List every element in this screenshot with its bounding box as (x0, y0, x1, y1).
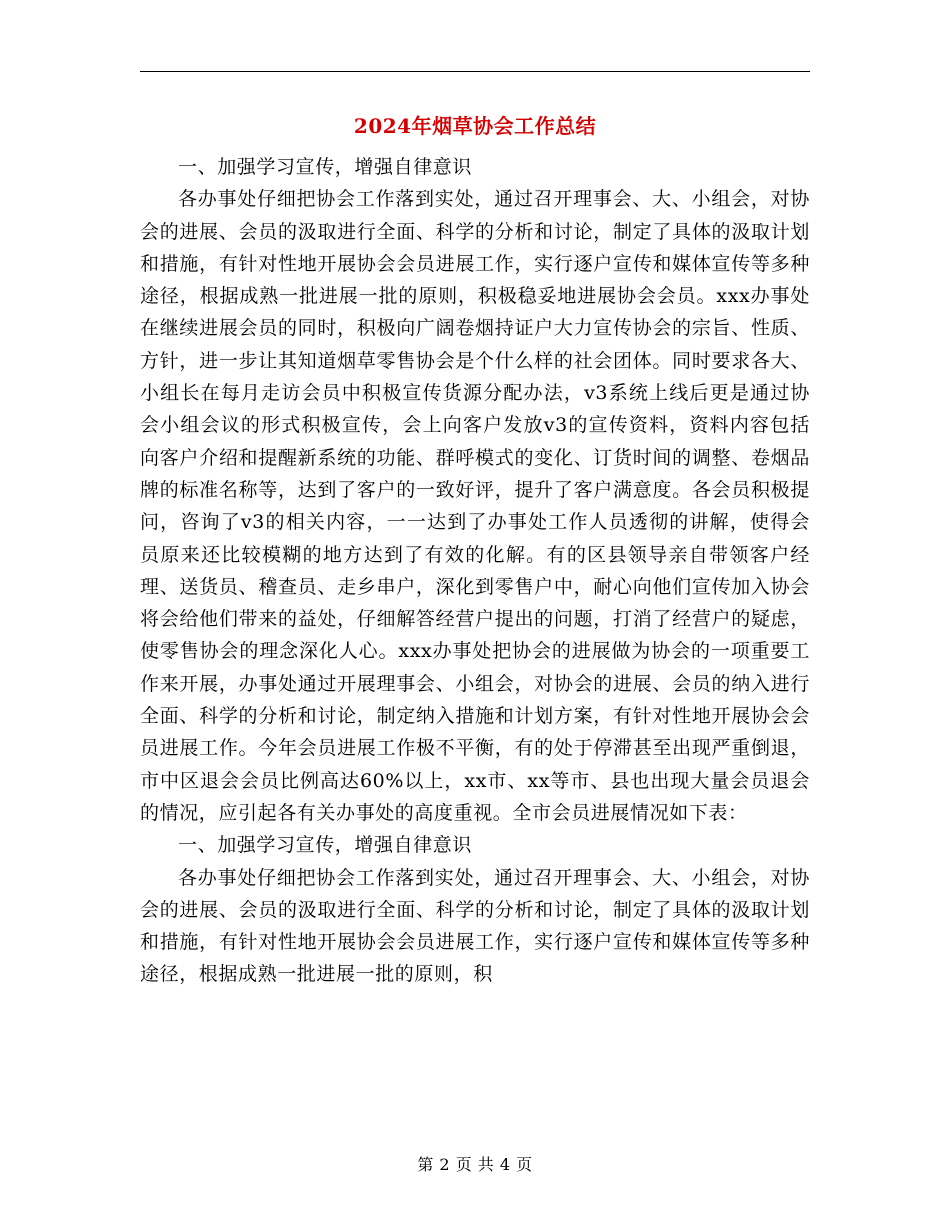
document-title: 2024年烟草协会工作总结 (353, 114, 597, 138)
body-paragraph: 各办事处仔细把协会工作落到实处，通过召开理事会、大、小组会，对协会的进展、会员的汲取进行全面、科学的分析和讨论，制定了具体的汲取计划和措施，有针对性地开展协会会员进展工作，实行逐户宣传和媒体宣传等多种途径，根据成熟一批进展一批的原则，积 (140, 866, 810, 986)
header-rule (140, 71, 810, 72)
section-heading: 一、加强学习宣传，增强自律意识 (178, 834, 473, 857)
body-paragraph: 各办事处仔细把协会工作落到实处，通过召开理事会、大、小组会，对协会的进展、会员的汲取进行全面、科学的分析和讨论，制定了具体的汲取计划和措施，有针对性地开展协会会员进展工作，实行逐户宣传和媒体宣传等多种途径，根据成熟一批进展一批的原则，积极稳妥地进展协会会员。xxx办事处在继续进展会员的同时，积极向广阔卷烟持证户大力宣传协会的宗旨、性质、方针，进一步让其知道烟草零售协会是个什么样的社会团体。同时要求各大、小组长在每月走访会员中积极宣传货源分配办法，v3系统上线后更是通过协会小组会议的形式积极宣传，会上向客户发放v3的宣传资料，资料内容包括向客户介绍和提醒新系统的功能、群呼模式的变化、订货时间的调整、卷烟品牌的标准名称等，达到了客户的一致好评，提升了客户满意度。各会员积极提问，咨询了v3的相关内容，一一达到了办事处工作人员透彻的讲解，使得会员原来还比较模糊的地方达到了有效的化解。有的区县领导亲自带领客户经理、送货员、稽查员、走乡串户，深化到零售户中，耐心向他们宣传加入协会将会给他们带来的益处，仔细解答经营户提出的问题，打消了经营户的疑虑，使零售协会的理念深化人心。xxx办事处把协会的进展做为协会的一项重要工作来开展，办事处通过开展理事会、小组会，对协会的进展、会员的纳入进行全面、科学的分析和讨论，制定纳入措施和计划方案，有针对性地开展协会会员进展工作。今年会员进展工作极不平衡，有的处于停滞甚至出现严重倒退，市中区退会会员比例高达60%以上，xx市、xx等市、县也出现大量会员退会的情况，应引起各有关办事处的高度重视。全市会员进展情况如下表： (140, 188, 810, 824)
document-body (140, 151, 810, 991)
page-footer: 第 2 页 共 4 页 (417, 1155, 533, 1174)
section-heading: 一、加强学习宣传，增强自律意识 (178, 156, 473, 178)
